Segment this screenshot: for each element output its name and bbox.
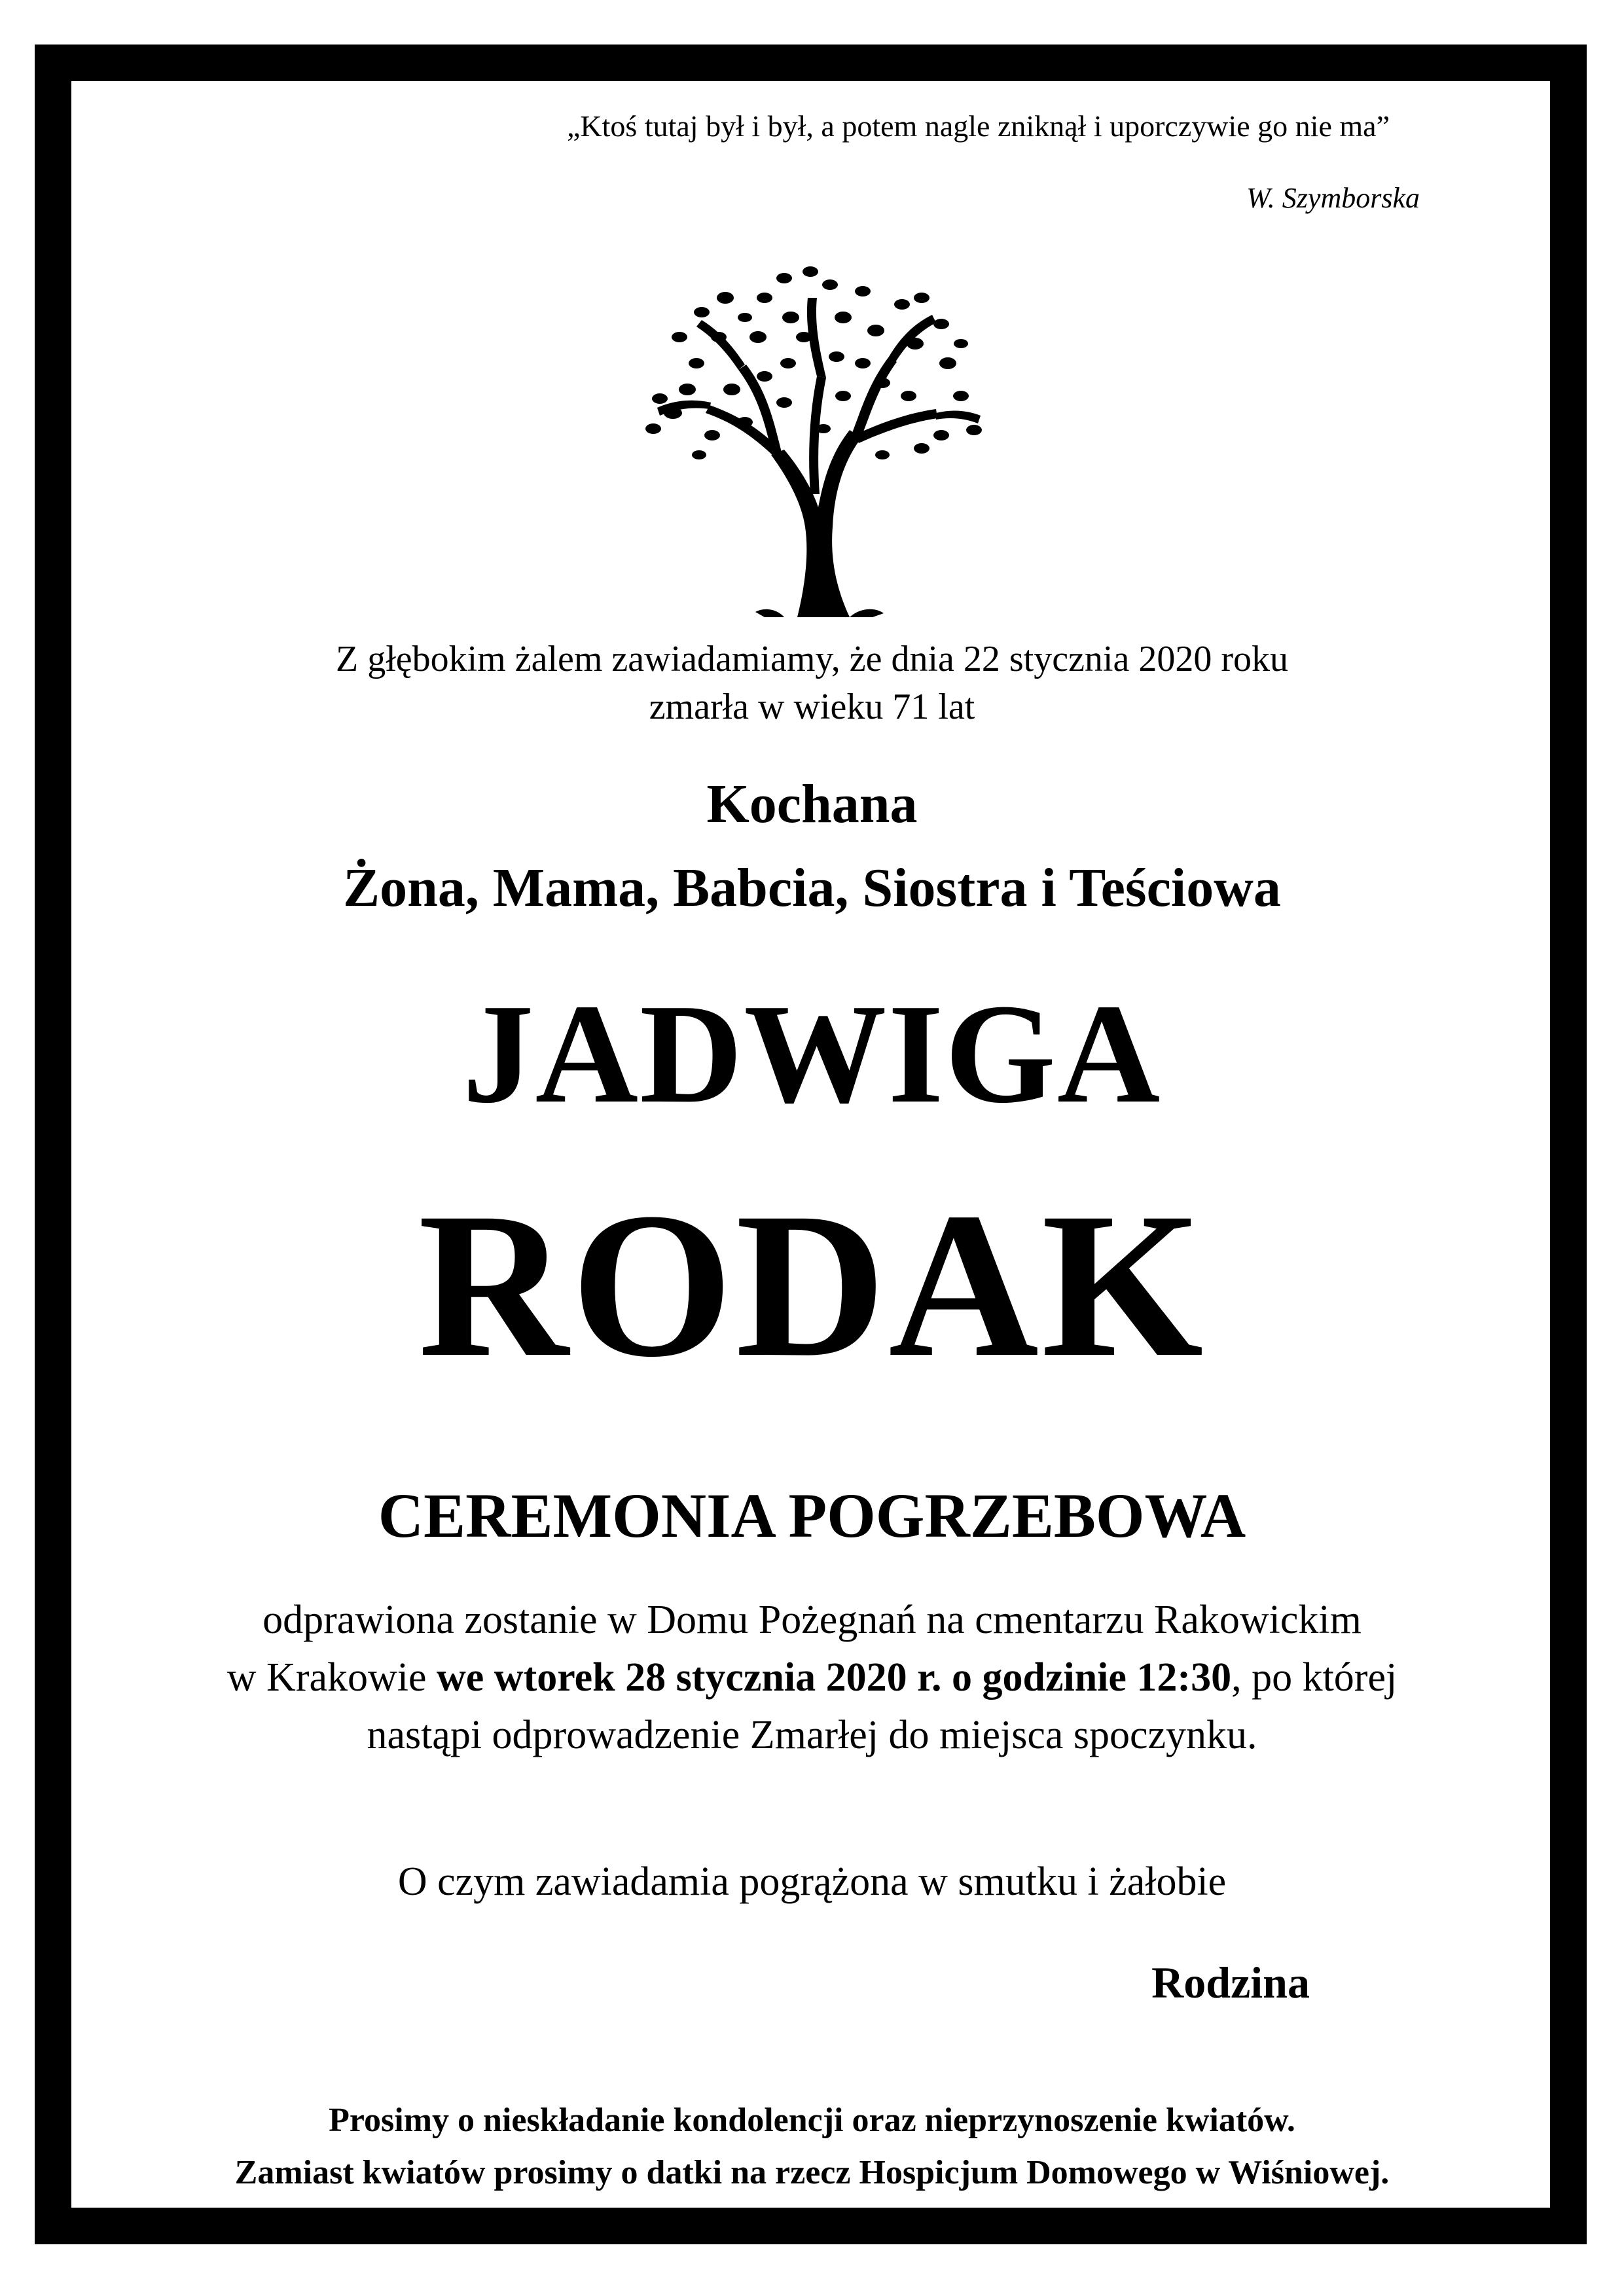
ceremony-title: CEREMONIA POGRZEBOWA xyxy=(378,1480,1246,1551)
ceremony-datetime: we wtorek 28 stycznia 2020 r. o godzinie 12:30 xyxy=(437,1655,1232,1700)
quote-text: „Ktoś tutaj był i był, a potem nagle zniknął i uporczywie go nie ma” xyxy=(567,109,1390,143)
deceased-first-name: JADWIGA xyxy=(462,975,1162,1133)
quote-author: W. Szymborska xyxy=(1246,182,1420,214)
intro-line-2: zmarła w wieku 71 lat xyxy=(649,687,975,727)
ceremony-line-3: nastąpi odprowadzenie Zmarłej do miejsca spoczynku. xyxy=(367,1713,1257,1757)
ceremony-line-1: odprawiona zostanie w Domu Pożegnań na cmentarzu Rakowickim xyxy=(262,1598,1362,1642)
intro-line-1: Z głębokim żalem zawiadamiamy, że dnia 22 stycznia 2020 roku xyxy=(336,639,1288,679)
tree-icon xyxy=(634,259,995,617)
ceremony-line-2-suffix: , po której xyxy=(1231,1655,1398,1700)
closing-notice: O czym zawiadamia pogrążona w smutku i żałobie xyxy=(397,1859,1227,1904)
ceremony-line-2-prefix: w Krakowie xyxy=(226,1655,437,1700)
request-line-2: Zamiast kwiatów prosimy o datki na rzecz Hospicjum Domowego w Wiśniowej. xyxy=(234,2154,1390,2191)
deceased-last-name: RODAK xyxy=(418,1170,1206,1400)
deceased-epithet: Kochana xyxy=(706,774,918,834)
signature-family: Rodzina xyxy=(1151,1958,1310,2007)
deceased-roles: Żona, Mama, Babcia, Siostra i Teściowa xyxy=(343,857,1281,918)
ceremony-line-2 xyxy=(0,1655,1624,1701)
request-line-1: Prosimy o nieskładanie kondolencji oraz nieprzynoszenie kwiatów. xyxy=(329,2102,1295,2139)
